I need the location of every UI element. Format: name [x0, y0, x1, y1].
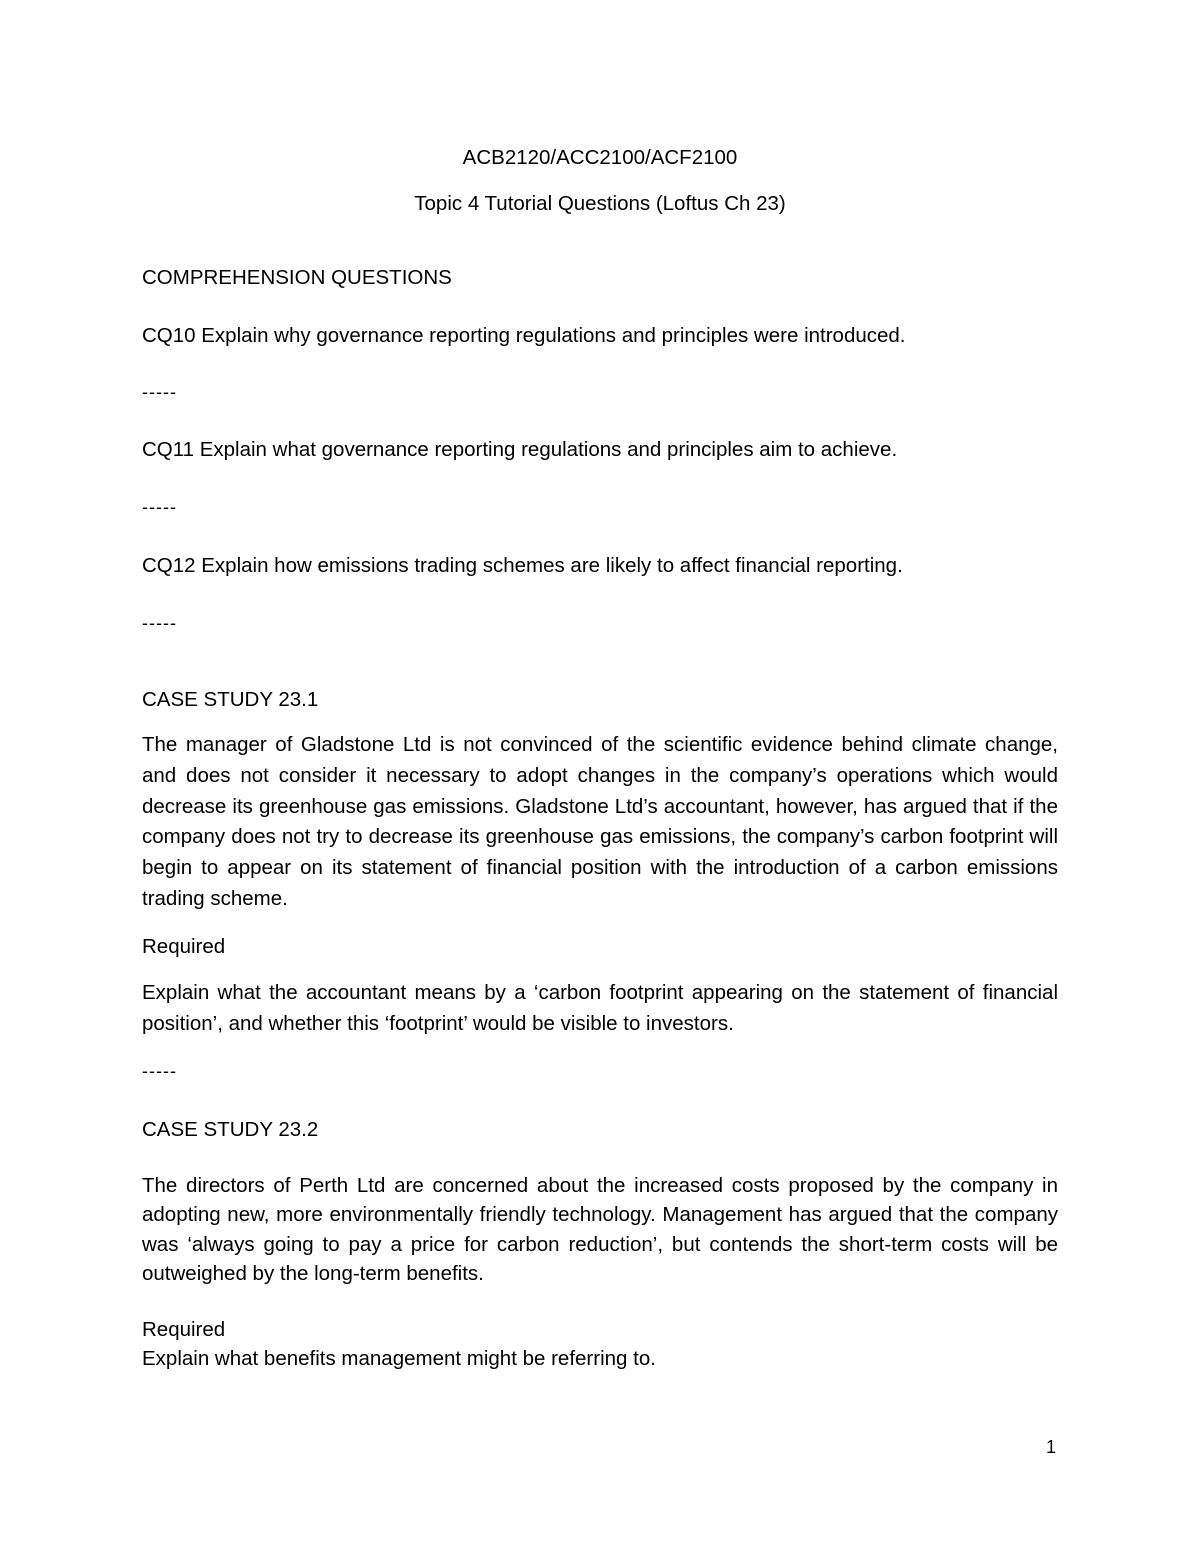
case-study-1-required-text: Explain what the accountant means by a ‘carbon footprint appearing on the statement of financial position’, and whether this ‘footprint’ would be visible to investors.: [142, 981, 1058, 1035]
course-codes-title: ACB2120/ACC2100/ACF2100: [462, 146, 738, 169]
page-number: 1: [1046, 1437, 1057, 1457]
question-cq11: CQ11 Explain what governance reporting regulations and principles aim to achieve.: [142, 438, 898, 461]
case-study-2-required-text: Explain what benefits management might be referring to.: [142, 1347, 656, 1370]
case-study-1-body: The manager of Gladstone Ltd is not convinced of the scientific evidence behind climate change, and does not consider it necessary to adopt changes in the company’s operations which would decrease its greenhouse gas emissions. Gladstone Ltd’s accountant, however, has argued that if the company does not try to decrease its greenhouse gas emissions, the company’s carbon footprint will begin to appear on its statement of financial position with the introduction of a carbon emissions trading scheme.: [142, 733, 1058, 910]
case-study-1-heading: CASE STUDY 23.1: [142, 688, 319, 711]
question-cq12: CQ12 Explain how emissions trading schemes are likely to affect financial reporting.: [142, 554, 903, 577]
case-study-1-required-label: Required: [142, 935, 226, 958]
topic-subtitle: Topic 4 Tutorial Questions (Loftus Ch 23): [414, 192, 786, 215]
case-study-2-body: The directors of Perth Ltd are concerned about the increased costs proposed by the company in adopting new, more environmentally friendly technology. Management has argued that the company was ‘always going to pay a price for carbon reduction’, but contends the short-term costs will be outweighed by the long-term benefits.: [142, 1174, 1058, 1286]
separator: -----: [142, 1061, 177, 1081]
separator: -----: [142, 382, 177, 402]
separator: -----: [142, 613, 177, 633]
question-cq10: CQ10 Explain why governance reporting regulations and principles were introduced.: [142, 324, 906, 347]
comprehension-heading: COMPREHENSION QUESTIONS: [142, 266, 452, 289]
case-study-2-required-label: Required: [142, 1318, 226, 1341]
case-study-2-heading: CASE STUDY 23.2: [142, 1118, 319, 1141]
separator: -----: [142, 497, 177, 517]
